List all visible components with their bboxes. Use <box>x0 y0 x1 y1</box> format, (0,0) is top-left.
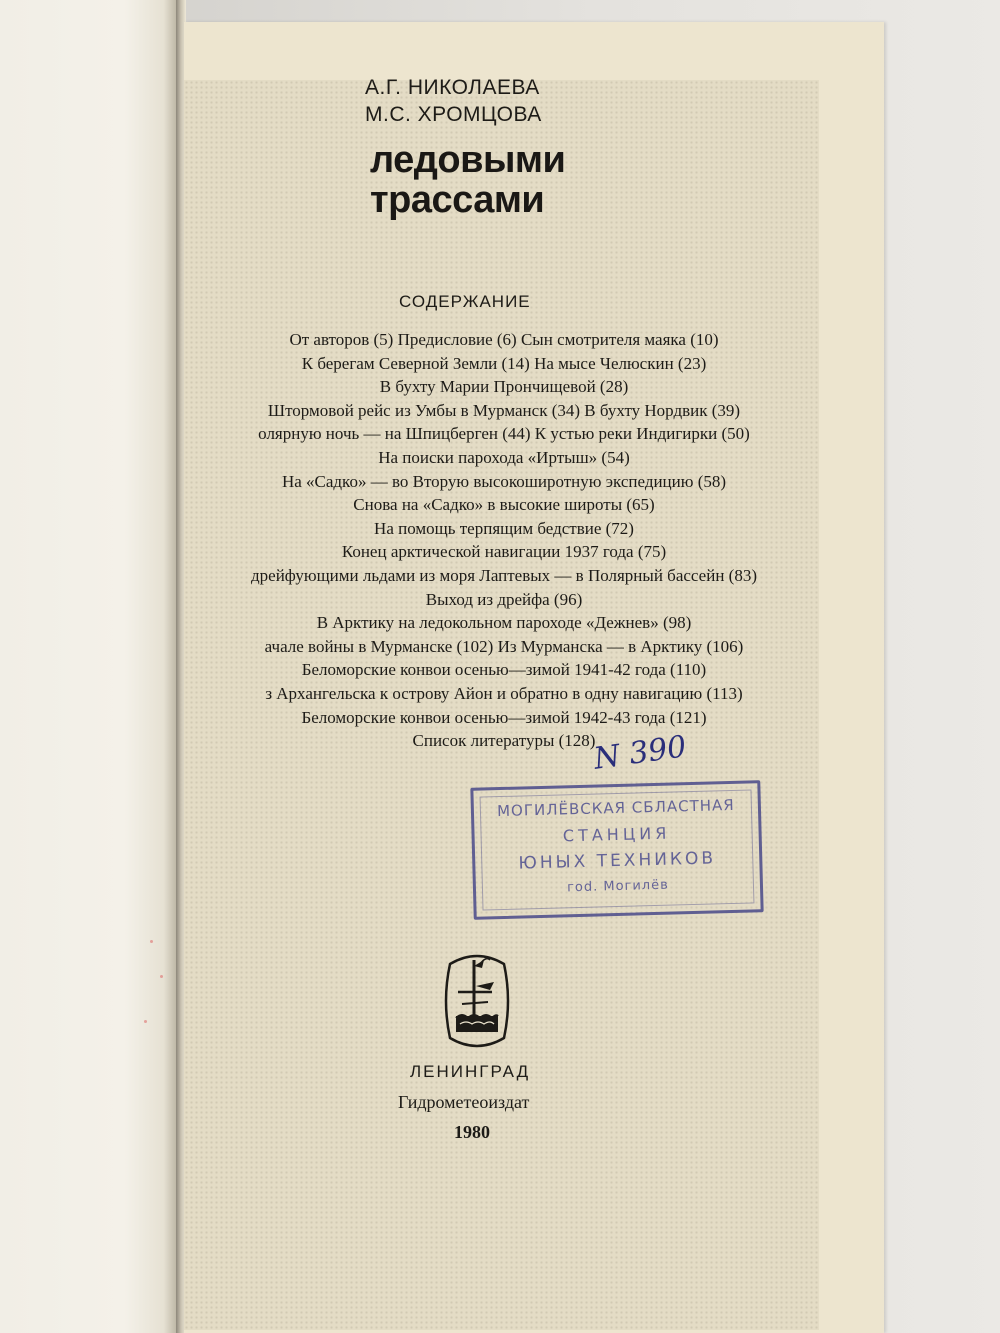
toc-line: Снова на «Садко» в высокие широты (65) <box>353 495 655 515</box>
toc-line: дрейфующими льдами из моря Лаптевых — в Полярный бассейн (83) <box>251 565 757 585</box>
toc-line: Беломорские конвои осенью—зимой 1941-42 года (110) <box>301 660 707 680</box>
toc-line: ачале войны в Мурманске (102) Из Мурманска — в Арктику (106) <box>264 636 744 656</box>
stamp-line-4: гоd. Могилёв <box>566 877 669 896</box>
toc-line: Штормовой рейс из Умбы в Мурманск (34) В бухту Нордвик (39) <box>267 400 741 420</box>
toc-line: Беломорские конвои осенью—зимой 1942-43 года (121) <box>301 707 707 727</box>
stamp-line-3: ЮНЫХ ТЕХНИКОВ <box>518 848 717 874</box>
handwritten-inventory-number: N 390 <box>591 729 689 777</box>
publication-city: ЛЕНИНГРАД <box>410 1062 531 1081</box>
toc-line: В бухту Марии Прончищевой (28) <box>379 377 629 397</box>
toc-line: К берегам Северной Земли (14) На мысе Челюскин (23) <box>301 353 707 373</box>
toc-line: От авторов (5) Предисловие (6) Сын смотрителя маяка (10) <box>289 330 719 349</box>
publisher-name: Гидрометеоиздат <box>398 1092 530 1112</box>
toc-line: Выход из дрейфа (96) <box>425 589 583 609</box>
toc-line: олярную ночь — на Шпицберген (44) К устью реки Индигирки (50) <box>258 424 750 444</box>
title-page <box>184 22 884 1333</box>
toc-line: На помощь терпящим бедствие (72) <box>374 518 634 538</box>
toc-line: На поиски парохода «Иртыш» (54) <box>378 447 630 467</box>
contents-heading: СОДЕРЖАНИЕ <box>399 292 531 311</box>
ink-speck <box>150 940 153 943</box>
book-title-line-2: трассами <box>370 179 545 221</box>
publication-year: 1980 <box>454 1122 490 1142</box>
ship-mast-logo-icon <box>440 946 514 1056</box>
library-stamp <box>470 780 763 920</box>
author-2: М.С. ХРОМЦОВА <box>365 103 542 126</box>
toc-line: На «Садко» — во Вторую высокоширотную экспедицию (58) <box>281 471 727 491</box>
book-title <box>370 140 565 220</box>
stamp-line-1: МОГИЛЁВСКАЯ СБЛАСТНАЯ <box>496 795 735 821</box>
ink-speck <box>144 1020 147 1023</box>
table-of-contents <box>184 328 824 753</box>
authors-block <box>365 74 542 128</box>
book-title-line-1: ледовыми <box>370 139 566 181</box>
toc-line: Конец арктической навигации 1937 года (75) <box>341 542 667 562</box>
stamp-line-2: СТАНЦИЯ <box>562 823 671 846</box>
toc-line: В Арктику на ледокольном пароходе «Дежнев» (98) <box>316 613 692 633</box>
left-blank-page <box>0 0 178 1333</box>
author-1: А.Г. НИКОЛАЕВА <box>365 76 540 99</box>
ink-speck <box>160 975 163 978</box>
toc-line: Список литературы (128) <box>412 731 596 751</box>
toc-line: з Архангельска к острову Айон и обратно в одну навигацию (113) <box>265 683 743 703</box>
